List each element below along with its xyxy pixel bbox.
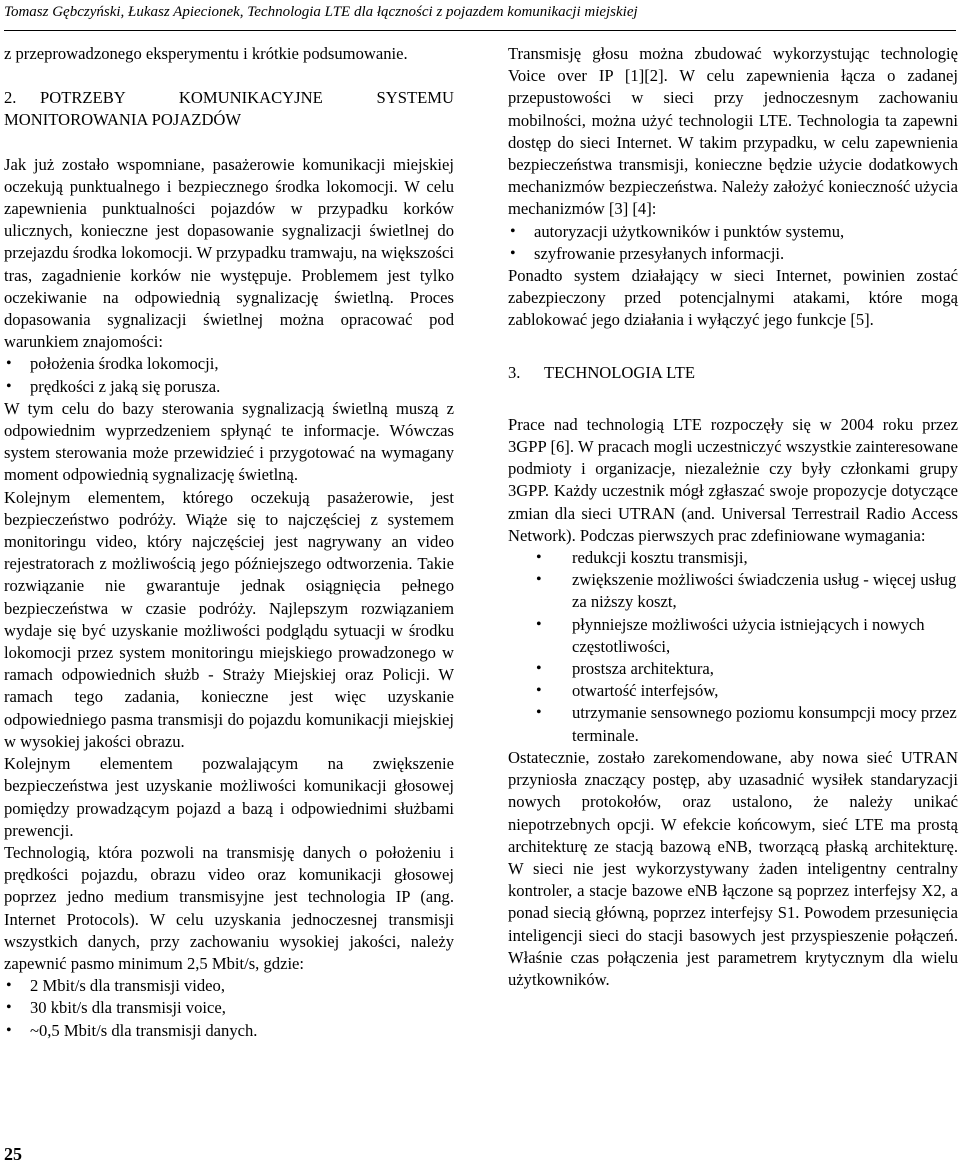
list-item-text: 2 Mbit/s dla transmisji video, [30,976,225,996]
list-item [508,243,958,265]
list-item-text: płynniejsze możliwości użycia istniejących i nowych częstotliwości, [572,614,925,656]
list-item-text: 30 kbit/s dla transmisji voice, [30,998,226,1018]
list-item-text: prędkości z jaką się porusza. [30,376,221,396]
bullet-icon: • [6,999,12,1017]
bullet-list [508,221,958,265]
section-2-number: 2. [4,88,17,108]
list-item [4,376,454,398]
paragraph: Jak już zostało wspomniane, pasażerowie komunikacji miejskiej oczekują punktualnego i bezpiecznego środka lokomocji. W celu zapewnienia punktualności pojazdów w przypadku korków ulicznych, konieczne jest dopasowanie sygnalizacji świetlnej do przejazdu środka lokomocji. W przypadku tramwaju, na większości tras, zagadnienie korków nie występuje. Problemem jest tylko oczekiwanie na odpowiednią sygnalizację świetlną. Proces dopasowania sygnalizacji świetlnej można opracować pod warunkiem znajomości: [4,154,454,352]
paragraph: Transmisję głosu można zbudować wykorzystując technologię Voice over IP [1][2]. W celu zapewnienia łącza o zadanej przepustowości w sieci przy jednoczesnym zachowaniu mobilności, można użyć technologii LTE. Technologia ta zapewni dostęp do sieci Internet. W takim przypadku, w celu zapewnienia bezpieczeństwa transmisji, konieczne będzie użycie dodatkowych mechanizmów bezpieczeństwa. Należy założyć konieczność użycia mechanizmów [3] [4]: [508,44,958,219]
list-item-text: ~0,5 Mbit/s dla transmisji danych. [30,1020,258,1040]
list-item-text: autoryzacji użytkowników i punktów systemu, [534,221,845,241]
bullet-list [4,353,454,397]
list-item-text: zwiększenie możliwości świadczenia usług - więcej usług za niższy koszt, [572,570,957,612]
list-item [508,702,958,746]
list-item-text: szyfrowanie przesyłanych informacji. [534,243,785,263]
list-item [508,614,958,658]
paragraph: Prace nad technologią LTE rozpoczęły się w 2004 roku przez 3GPP [6]. W pracach mogli uczestniczyć wszystkie zainteresowane podmioty i organizacje, niezależnie czy były członkami grupy 3GPP. Każdy uczestnik mógł zgłaszać swoje propozycje dotyczące zmian dla sieci UTRAN (and. Universal Terrestrail Radio Access Network). Podczas pierwszych prac zdefiniowane wymagania: [508,414,958,545]
list-item-text: redukcji kosztu transmisji, [572,548,748,568]
bullet-icon: • [536,704,542,722]
section-3-heading [508,362,958,384]
section-2-heading [4,87,454,131]
bullet-icon: • [6,977,12,995]
page-number: 25 [4,1144,22,1164]
bullet-icon: • [6,1021,12,1039]
list-item [4,975,454,997]
header-rule [4,30,956,31]
right-column [508,43,958,991]
list-item-text: prostsza architektura, [572,659,714,679]
bullet-icon: • [536,571,542,589]
list-item [4,1020,454,1042]
bullet-icon: • [536,682,542,700]
paragraph: Technologią, która pozwoli na transmisję danych o położeniu i prędkości pojazdu, obrazu video oraz komunikacji głosowej poprzez jedno medium transmisyjne jest technologia IP (ang. Internet Protocols). W celu uzyskania jednoczesnej transmisji wszystkich danych, przy zachowaniu wysokiej jakości, należy zapewnić pasmo minimum 2,5 Mbit/s, gdzie: [4,842,454,973]
list-item [508,547,958,569]
list-item-text: otwartość interfejsów, [572,681,719,701]
section-2-title: POTRZEBY KOMUNIKACYJNE SYSTEMU MONITOROWANIA POJAZDÓW [4,88,454,130]
bullet-icon: • [536,615,542,633]
list-item [508,221,958,243]
list-item [508,569,958,613]
list-item-text: położenia środka lokomocji, [30,354,219,374]
paragraph: W tym celu do bazy sterowania sygnalizacją świetlną muszą z odpowiednim wyprzedzeniem spłynąć te informacje. Wówczas system sterowania może przewidzieć i przygotować na wymagany moment odpowiednią sygnalizację świetlną. [4,398,454,485]
paragraph: Kolejnym elementem, którego oczekują pasażerowie, jest bezpieczeństwo podróży. Wiąże się to najczęściej z systemem monitoringu video, który najczęściej jest nagrywany an video rejestratorach z możliwością jego późniejszego odtworzenia. Takie rozwiązanie nie gwarantuje jednak osiągnięcia pełnego bezpieczeństwa w czasie podróży. Najlepszym rozwiązaniem wydaje się być uzyskanie możliwości podglądu sytuacji w środku lokomocji przez system monitoringu miejskiego prowadzonego w ramach odpowiednich służb - Straży Miejskiej oraz Policji. W ramach tego zadania, konieczne jest więc uzyskanie odpowiedniego pasma transmisji do pojazdu komunikacji miejskiej w wysokiej jakości obrazu. [4,487,454,751]
paragraph: Ostatecznie, zostało zarekomendowane, aby nowa sieć UTRAN przyniosła znaczący postęp, aby uzasadnić wysiłek standaryzacji nowych protokołów, oraz ustalono, że należy unikać niepotrzebnych opcji. W efekcie końcowym, sieć LTE ma prostą architekturę ze stacją bazową eNB, tworzącą płaską architekturę. W sieci nie jest wykorzystywany żaden inteligentny centralny kontroler, a stacje bazowe eNB łączone są poprzez interfejsy X2, a ponad siecią główną, poprzez interfejsy S1. Powodem przesunięcia inteligencji sieci do stacji basowych jest przyspieszenie połączeń. Właśnie czas połączenia jest parametrem krytycznym dla wielu użytkowników. [508,747,958,989]
list-item [508,658,958,680]
bullet-icon: • [510,222,516,240]
bullet-list [508,547,958,747]
list-item [4,353,454,375]
paragraph: Ponadto system działający w sieci Internet, powinien zostać zabezpieczony przed potencjalnymi atakami, które mogą zablokować jego działania i wyłączyć jego funkcje [5]. [508,266,958,330]
bullet-icon: • [536,660,542,678]
paragraph: Kolejnym elementem pozwalającym na zwiększenie bezpieczeństwa jest uzyskanie możliwości komunikacji głosowej pomiędzy prowadzącym pojazd a bazą i odpowiednimi służbami prewencji. [4,754,454,840]
bullet-list [4,975,454,1042]
bullet-icon: • [536,549,542,567]
list-item [508,680,958,702]
section-3-number: 3. [508,362,521,382]
section-3-title: TECHNOLOGIA LTE [544,362,696,382]
intro-paragraph: z przeprowadzonego eksperymentu i krótkie podsumowanie. [4,44,408,63]
bullet-icon: • [6,377,12,395]
bullet-icon: • [510,244,516,262]
list-item-text: utrzymanie sensownego poziomu konsumpcji mocy przez terminale. [572,703,957,745]
list-item [4,997,454,1019]
left-column [4,43,454,1042]
running-header: Tomasz Gębczyński, Łukasz Apiecionek, Technologia LTE dla łączności z pojazdem komunikacji miejskiej [4,4,638,20]
bullet-icon: • [6,355,12,373]
